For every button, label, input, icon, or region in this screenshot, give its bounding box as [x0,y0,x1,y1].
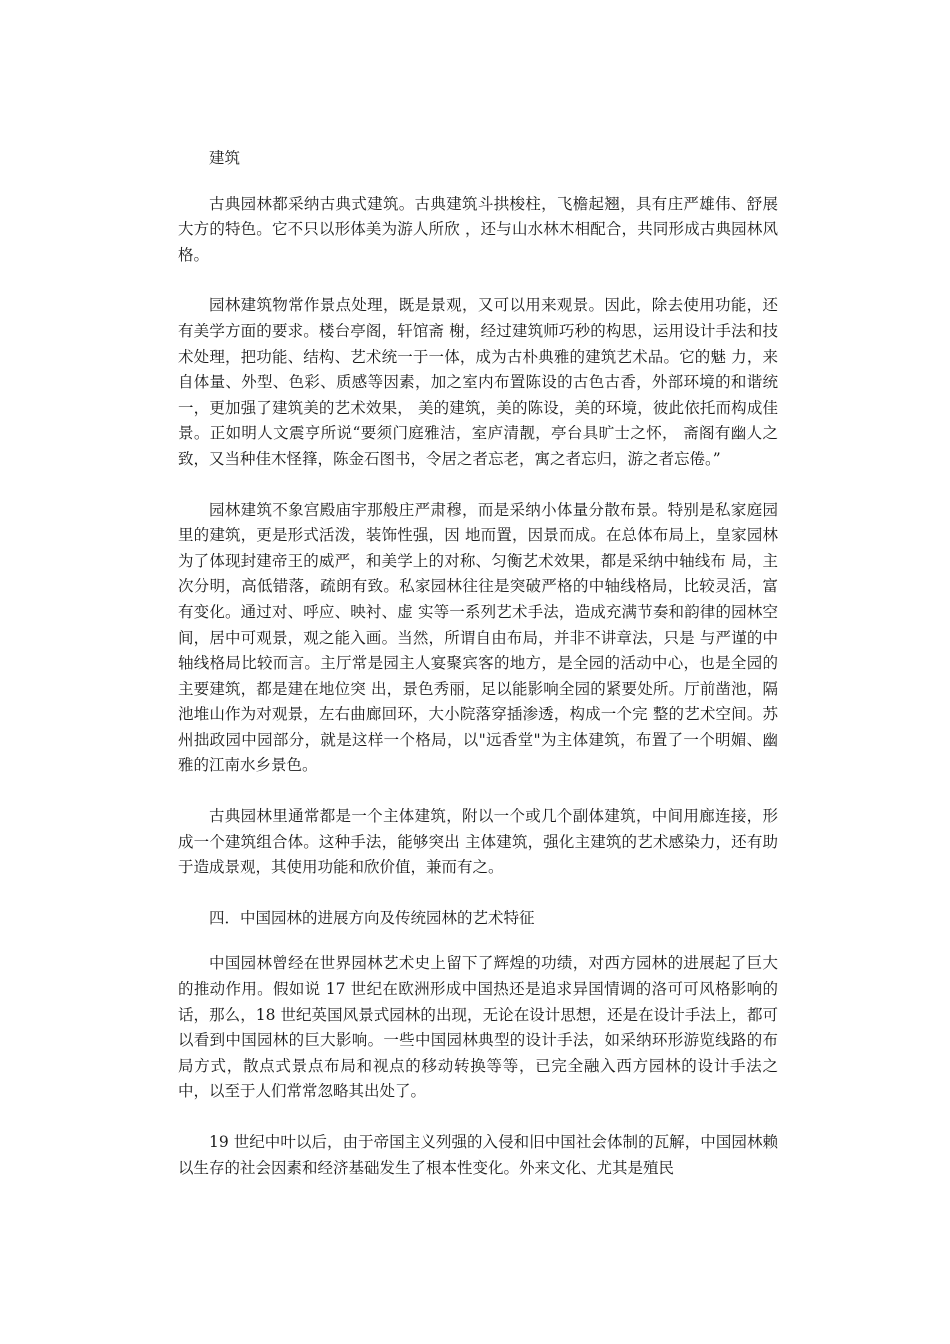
paragraph-5: 中国园林曾经在世界园林艺术史上留下了辉煌的功绩，对西方园林的进展起了巨大的推动作用。假如说 17 世纪在欧洲形成中国热还是追求异国情调的洛可可风格影响的话，那么，18 世纪英国风景式园林的出现，无论在设计思想，还是在设计手法上，都可以看到中国园林的巨大影响。一些中国园林典型的设计手法，如采纳环形游览线路的布局方式，散点式景点布局和视点的移动转换等等，已完全融入西方园林的设计手法之中，以至于人们常常忽略其出处了。 [178,954,778,1101]
heading-section-4: 四．中国园林的进展方向及传统园林的艺术特征 [209,908,535,927]
document-body [178,146,778,1206]
paragraph-6: 19 世纪中叶以后，由于帝国主义列强的入侵和旧中国社会体制的瓦解，中国园林赖以生存的社会因素和经济基础发生了根本性变化。外来文化、尤其是殖民 [178,1133,778,1177]
paragraph-3: 园林建筑不象宫殿庙宇那般庄严肃穆，而是采纳小体量分散布景。特别是私家庭园里的建筑，更是形式活泼，装饰性强，因 地而置，因景而成。在总体布局上，皇家园林为了体现封建帝王的威严，和美学上的对称、匀衡艺术效果，都是采纳中轴线布 局，主次分明，高低错落，疏朗有致。私家园林往往是突破严格的中轴线格局，比较灵活，富有变化。通过对、呼应、映衬、虚 实等一系列艺术手法，造成充满节奏和韵律的园林空间，居中可观景，观之能入画。当然，所谓自由布局，并非不讲章法，只是 与严谨的中轴线格局比较而言。主厅常是园主人宴聚宾客的地方，是全园的活动中心，也是全园的主要建筑，都是建在地位突 出，景色秀丽，足以能影响全园的紧要处所。厅前凿池，隔池堆山作为对观景，左右曲廊回环，大小院落穿插渗透，构成一个完 整的艺术空间。苏州拙政园中园部分，就是这样一个格局，以"远香堂"为主体建筑，布置了一个明媚、幽雅的江南水乡景色。 [178,500,778,775]
paragraph-4: 古典园林里通常都是一个主体建筑，附以一个或几个副体建筑，中间用廊连接，形成一个建筑组合体。这种手法，能够突出 主体建筑，强化主建筑的艺术感染力，还有助于造成景观，其使用功能和欣价值，兼而有之。 [178,807,778,877]
paragraph-2: 园林建筑物常作景点处理，既是景观，又可以用来观景。因此，除去使用功能，还有美学方面的要求。楼台亭阁，轩馆斋 榭，经过建筑师巧秒的构思，运用设计手法和技术处理，把功能、结构、艺术统一于一体，成为古朴典雅的建筑艺术品。它的魅 力，来自体量、外型、色彩、质感等因素，加之室内布置陈设的古色古香，外部环境的和谐统一，更加强了建筑美的艺术效果， 美的建筑，美的陈设，美的环境，彼此依托而构成佳景。正如明人文震亨所说“要须门庭雅洁，室庐清靓，亭台具旷士之怀， 斋阁有幽人之致，又当种佳木怪箨，陈金石图书，令居之者忘老，寓之者忘归，游之者忘倦。” [178,296,778,468]
heading-building: 建筑 [209,149,241,167]
paragraph-1: 古典园林都采纳古典式建筑。古典建筑斗拱梭柱，飞檐起翘，具有庄严雄伟、舒展大方的特色。它不只以形体美为游人所欣 ，还与山水林木相配合，共同形成古典园林风格。 [178,194,778,264]
